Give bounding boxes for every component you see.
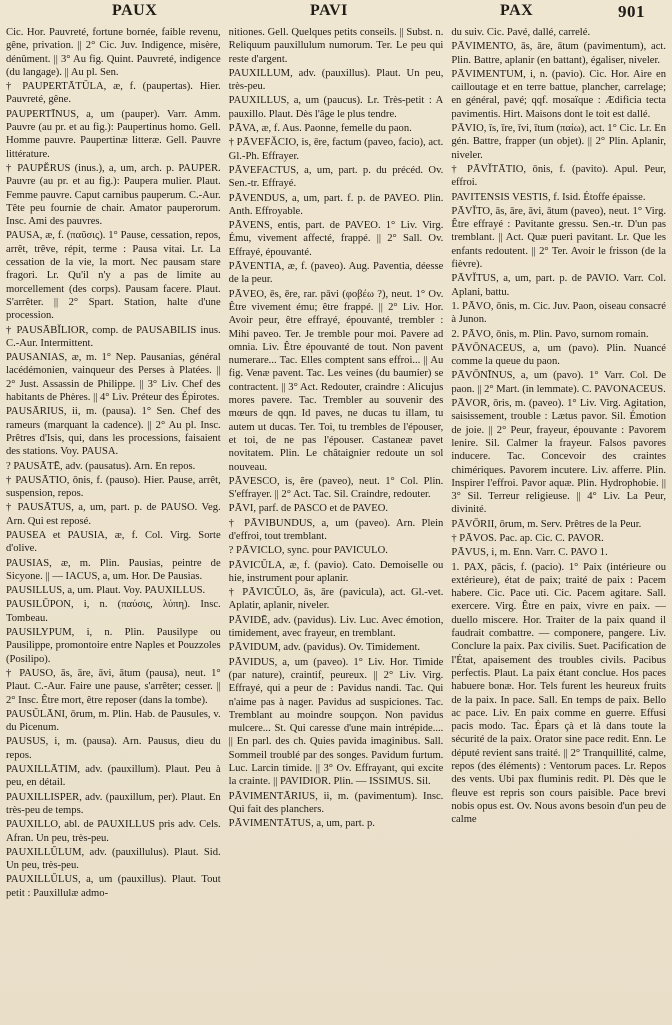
dictionary-entry: PĀVENS, entis, part. de PAVEO. 1° Liv. Virg. Ému, vivement affecté, frappé. || 2° Sall. Ov. Effrayé, épouvanté. [228, 220, 444, 258]
dictionary-entry: † PAUSĀBĬLIOR, comp. de PAUSABILIS inus. C.-Aur. Intermittent. [6, 324, 221, 349]
dictionary-entry: PAUXILLŬLUM, adv. (pauxillulus). Plaut. Sid. Un peu, très-peu. [6, 846, 221, 872]
dictionary-entry: PĀVESCO, is, ĕre (paveo), neut. 1° Col. Plin. S'effrayer. || 2° Act. Tac. Sil. Craindre, redouter. [228, 475, 444, 501]
dictionary-entry: PAUSILŪPON, i, n. (παύσις, λύπη). Insc. Tombeau. [6, 599, 221, 624]
dictionary-entry: du suiv. Cic. Pavé, dallé, carrelé. [451, 27, 591, 38]
dictionary-entry: † PĀVIBUNDUS, a, um (paveo). Arn. Plein d'effroi, tout tremblant. [228, 517, 444, 542]
text-columns [6, 26, 666, 1020]
dictionary-entry: PAUSIAS, æ, m. Plin. Pausias, peintre de Sicyone. || — IACUS, a, um. Hor. De Pausias. [6, 557, 221, 582]
dictionary-entry: PAUXILLUM, adv. (pauxillus). Plaut. Un peu, très-peu. [228, 67, 444, 93]
dictionary-entry: PAUSILYPUM, i, n. Plin. Pausilype ou Pausilippe, promontoire entre Naples et Pouzzoles (Posilipo). [6, 627, 221, 665]
dictionary-entry: PĀVĬTUS, a, um, part. p. de PAVIO. Varr. Col. Aplani, battu. [451, 273, 666, 298]
dictionary-entry: PĀVOR, ōris, m. (paveo). 1° Liv. Virg. Agitation, saisissement, trouble : Lætus pavor. Sil. Émotion de joie. || 2° Peur, frayeur, épouvante : Pavorem lenire. Sil. Calmer la frayeur. Falsos pavores inducere. Tac. Concevoir des craintes chimériques. Pavorem incutere. Liv. afferre. Plin. Inspirer l'effroi. Pavor aquæ. Plin. Hydrophobie. || 3° Sil. Terreur religieuse. || 4° Liv. La Peur, divinité. [451, 398, 666, 516]
dictionary-entry: PĀVEO, ēs, ēre, rar. pāvi (φοβέω ?), neut. 1° Ov. Être vivement ému; être frappé. || 2° Liv. Hor. Avoir peur, être effrayé, épouvanté, trembler : Mihi paveo. Ter. Je tremble pour moi. Pavere ad omnia. Liv. Être épouvanté de tout. Non pavent numerare... Tac. Elles comptent sans effroi... || Au fig. Venæ pavent. Tac. Les veines (du baumier) se contractent. || 3° Act. Redouter, craindre : Alicujus mores pavere. Tac. Trembler au souvenir des mœurs de qqn. Id paves, ne ducas tu illam, tu autem ut ducas. Ter. Toi, tu trembles de l'épouser, et toi, de ne pas l'épouser. Castaneæ pavet novitatem. Plin. Le châtaignier redoute un sol nouveau. [228, 288, 444, 473]
dictionary-entry: PĀVIMENTO, ās, āre, ātum (pavimentum), act. Plin. Battre, aplanir (en battant), égaliser, niveler. [451, 41, 666, 66]
column-middle [229, 26, 444, 1020]
column-right [451, 26, 666, 1020]
dictionary-entry: PAVITENSIS VESTIS, f. Isid. Étoffe épaisse. [451, 191, 646, 203]
dictionary-entry: PAUXILLUS, a, um (paucus). Lr. Très-petit : A pauxillo. Plaut. Dès l'âge le plus tendre. [228, 95, 444, 120]
dictionary-entry: PĀVI, parf. de PASCO et de PAVEO. [228, 503, 389, 515]
dictionary-entry: † PĀVEFĂCIO, is, ēre, factum (paveo, facio), act. Gl.-Ph. Effrayer. [228, 137, 444, 162]
dictionary-entry: PAUSŬLĀNI, ōrum, m. Plin. Hab. de Pausules, v. du Picenum. [6, 708, 221, 734]
dictionary-entry: PĀVIDUM, adv. (pavidus). Ov. Timidement. [228, 642, 421, 654]
dictionary-entry: 2. PĀVO, ōnis, m. Plin. Pavo, surnom romain. [451, 328, 649, 340]
dictionary-entry: PĀVUS, i, m. Enn. Varr. C. PAVO 1. [451, 547, 608, 559]
dictionary-entry: † PAUPĔRUS (inus.), a, um, arch. p. PAUPER. Pauvre (au pr. et au fig.): Paupera mulier. Plaut. Femme pauvre. Caput carnibus pauperum. C.-Aur. Tête peu fournie de chair. Amator pauperorum. Insc. Ami des pauvres. [6, 162, 221, 228]
dictionary-entry: PĀVIDĒ, adv. (pavidus). Liv. Luc. Avec émotion, timidement, avec frayeur, en tremblant. [228, 614, 444, 640]
dictionary-entry: † PAUSĀTIO, ōnis, f. (pauso). Hier. Pause, arrêt, suspension, repos. [6, 474, 221, 500]
dictionary-entry: † PĀVĬTĀTIO, ōnis, f. (pavito). Apul. Peur, effroi. [451, 163, 666, 189]
dictionary-entry: † PAUSO, ās, āre, āvi, ātum (pausa), neut. 1° Plaut. C.-Aur. Faire une pause, s'arrêter; cesser. || 2° Insc. Être mort, être reposer (dans la tombe). [6, 667, 221, 706]
dictionary-entry: PAUSANIAS, æ, m. 1° Nep. Pausanias, général lacédémonien, vainqueur des Perses à Platées. || 2° Just. Assassin de Philippe. || 3° Liv. Chef des habitants de Phères. || 4° Liv. Préteur des Épirotes. [6, 352, 221, 404]
dictionary-entry: PĀVENDUS, a, um, part. f. p. de PAVEO. Plin. Anth. Effroyable. [228, 192, 444, 217]
dictionary-entry: † PĀVOS. Pac. ap. Cic. C. PAVOR. [451, 532, 604, 544]
dictionary-entry: PAUXILLĀTIM, adv. (pauxillum). Plaut. Peu à peu, en détail. [6, 764, 221, 789]
dictionary-entry: PĀVIO, īs, īre, īvi, ītum (παίω), act. 1° Cic. Lr. En gén. Battre, frapper (un objet). || 2° Plin. Aplanir, niveler. [451, 123, 666, 161]
dictionary-entry: PĀVIMENTĀTUS, a, um, part. p. [228, 818, 375, 830]
dictionary-entry: PĀVEFACTUS, a, um, part. p. du précéd. Ov. Sen.-tr. Effrayé. [228, 164, 444, 190]
dictionary-entry: † PĀVICŬLO, ās, āre (pavicula), act. Gl.-vet. Aplatir, aplanir, niveler. [228, 587, 444, 612]
dictionary-entry: PĀVENTIA, æ, f. (paveo). Aug. Paventia, déesse de la peur. [228, 261, 444, 286]
dictionary-entry: PĀVŌRII, ōrum, m. Serv. Prêtres de la Peur. [451, 518, 642, 530]
dictionary-entry: ? PAUSĀTĒ, adv. (pausatus). Arn. En repos. [6, 460, 196, 472]
dictionary-entry: PAUSILLUS, a, um. Plaut. Voy. PAUXILLUS. [6, 585, 206, 597]
center-running-head: PAVI [310, 2, 348, 19]
dictionary-entry: PĀVIMENTUM, i, n. (pavio). Cic. Hor. Aire en cailloutage et en terre battue, plancher, carrelage; en général, pavé; qqf. mosaïque : Ædificia tecta pavimentis. Hirt. Maisons dont le toit est dallé. [451, 68, 666, 120]
dictionary-entry: PĀVIMENTĀRIUS, ii, m. (pavimentum). Insc. Qui fait des planchers. [228, 790, 444, 815]
dictionary-entry: PĀVIDUS, a, um (paveo). 1° Liv. Hor. Timide (par nature), craintif, peureux. || 2° Liv. Virg. Effrayé, qui a peur de : Pavidus nandi. Tac. Qui n'aime pas à nager. Pavidus ad suspiciones. Tac. Tremblant au moindre soupçon. Non pavidus mulcere... St. Qui caresse d'une main intrépide.... || En parl. des ch. Quies pavida imaginibus. Sall. Sommeil troublé par des songes. Pavidum furtum. Luc. Larcin timide. || 3° Ov. Effrayant, qui excite la crainte. || PAVIDIOR. Plin. — ISSIMUS. Sil. [228, 656, 444, 788]
dictionary-entry: PĀVICŬLA, æ, f. (pavio). Cato. Demoiselle ou hie, instrument pour aplanir. [228, 559, 444, 584]
right-running-head: PAX [500, 2, 534, 19]
dictionary-entry: PĀVA, æ, f. Aus. Paonne, femelle du paon. [228, 123, 412, 135]
page-number: 901 [618, 2, 645, 21]
dictionary-entry: PAUSUS, i, m. (pausa). Arn. Pausus, dieu du repos. [6, 736, 221, 761]
dictionary-entry: † PAUPERTĀTŬLA, æ, f. (paupertas). Hier. Pauvreté, gêne. [6, 81, 221, 106]
dictionary-entry: PAUXILLO, abl. de PAUXILLUS pris adv. Cels. Afran. Un peu, très-peu. [6, 819, 221, 844]
dictionary-entry: PAUSĀRIUS, ii, m. (pausa). 1° Sen. Chef des rameurs (marquant la cadence). || 2° Au pl. Insc. Prêtres d'Isis, qui, dans les processions, faisaient des stations. Voy. PAUSA. [6, 406, 221, 458]
dictionary-entry: PAUSA, æ, f. (παῦσις). 1° Pause, cessation, repos, arrêt, trêve, répit, terme : Pausa vitai. Lr. La cessation de la vie, la mort. Nec pausam stare fragori. Lr. Qu'il n'y a pas de limite au morcellement (des corps). Pausam facere. Plaut. S'arrêter. || 2° Spart. Station, halte d'une procession. [6, 230, 221, 322]
dictionary-entry: nitiones. Gell. Quelques petits conseils. || Subst. n. Reliquum pauxillulum numorum. Ter. Le peu qui reste d'argent. [228, 27, 444, 65]
dictionary-entry: Cic. Hor. Pauvreté, fortune bornée, faible revenu, gêne, privation. || 2° Cic. Juv. Indigence, misère, dénûment. || 3° Au fig. Quint. Pauvreté, indigence (du langage). || Au pl. Sen. [6, 27, 221, 78]
dictionary-entry: 1. PĀVO, ōnis, m. Cic. Juv. Paon, oiseau consacré à Junon. [451, 300, 666, 326]
dictionary-entry: PĀVŌNACEUS, a, um (pavo). Plin. Nuancé comme la queue du paon. [451, 342, 666, 368]
dictionary-entry: † PAUSĀTUS, a, um, part. p. de PAUSO. Veg. Arn. Qui est reposé. [6, 502, 221, 527]
dictionary-entry: 1. PAX, pācis, f. (pacio). 1° Paix (intérieure ou extérieure), état de paix; traité de paix : Pacem habere. Cic. Pace uti. Cic. Pacem agitare. Sall. exercere. Virg. Être en paix, vivre en paix. — duello miscere. Hor. Traiter de la paix quand il faudrait combattre. — componere, pangere. Liv. Conclure la paix. Pax civilis. Suet. Pacification de l'État, apaisement des troubles civils. Pacibus perfectis. Plaut. La paix étant conclue. Hos paces habuere bonæ. Hor. Tels furent les heureux fruits de la paix. In pace. Sall. En temps de paix. Bello ac pace. Liv. En paix comme en guerre. Effusi pacis modo. Tac. Épars çà et là dans toute la sécurité de la paix. Orator sine pace redit. Enn. Le député revient sans traité. || 2° Tranquillité, calme, repos (des éléments) : Ventorum paces. Lr. Repos des vents. Ubi pax fluminis redit. Pl. Dès que le fleuve est repris son cours paisible. Pace brevi nobis opus est. Ov. Nous avons besoin d'un peu de calme [451, 561, 666, 826]
dictionary-entry: PAUPERTĪNUS, a, um (pauper). Varr. Amm. Pauvre (au pr. et au fig.): Paupertinus homo. Gell. Homme pauvre. Paupertinæ litteræ. Gell. Pauvre littérature. [6, 108, 221, 160]
dictionary-entry: PAUSEA et PAUSIA, æ, f. Col. Virg. Sorte d'olive. [6, 529, 221, 555]
dictionary-entry: PAUXILLŬLUS, a, um (pauxillus). Plaut. Tout petit : Pauxillulæ admo- [6, 874, 221, 899]
column-left [6, 26, 221, 1020]
page-header [0, 0, 672, 26]
left-running-head: PAUX [112, 2, 158, 19]
dictionary-entry: PAUXILLISPER, adv. (pauxillum, per). Plaut. En très-peu de temps. [6, 791, 221, 816]
dictionary-entry: ? PĀVICLO, sync. pour PAVICULO. [228, 545, 388, 557]
dictionary-entry: PĀVĬTO, ās, āre, āvi, ātum (paveo), neut. 1° Virg. Être effrayé : Pavitante gressu. Sen.-tr. D'un pas tremblant. || Act. Quæ pueri pavitant. Lr. Que les enfants redoutent. || 2° Ter. Avoir le frisson (de la fièvre). [451, 205, 666, 271]
dictionary-entry: PĀVŌNĪNUS, a, um (pavo). 1° Varr. Col. De paon. || 2° Mart. (in lemmate). C. PAVONACEUS. [451, 370, 666, 395]
